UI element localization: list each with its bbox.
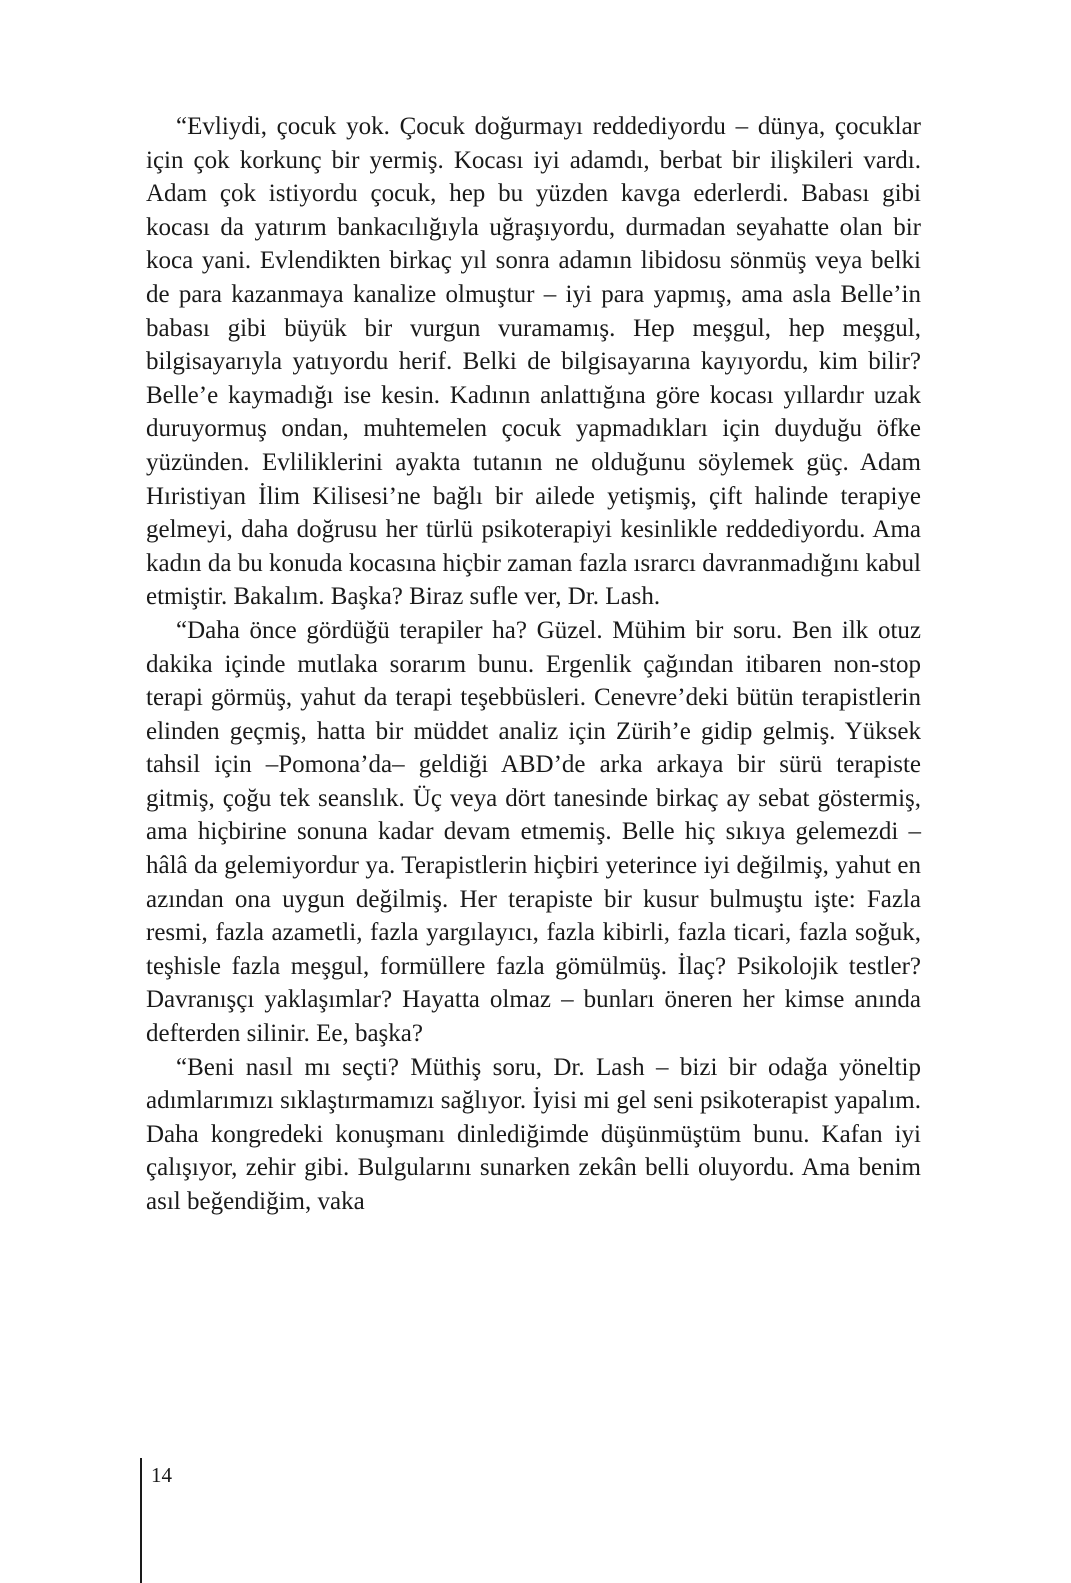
- margin-rule: [140, 1458, 142, 1583]
- paragraph-3: “Beni nasıl mı seçti? Müthiş soru, Dr. Lash – bizi bir odağa yöneltip adımlarımızı sıklaştırmamızı sağlıyor. İyisi mi gel seni psikoterapist yapalım. Daha kongredeki konuşmanı dinlediğimde düşünmüştüm bunu. Kafan iyi çalışıyor, zehir gibi. Bulgularını sunarken zekân belli oluyordu. Ama benim asıl beğendiğim, vaka: [146, 1053, 921, 1215]
- paragraph-1: “Evliydi, çocuk yok. Çocuk doğurmayı reddediyordu – dünya, çocuklar için çok korkunç bir yermiş. Kocası iyi adamdı, berbat bir ilişkileri vardı. Adam çok istiyordu çocuk, hep bu yüzden kavga ederlerdi. Babası gibi kocası da yatırım bankacılığıyla uğraşıyordu, durmadan seyahatte olan bir koca yani. Evlendikten birkaç yıl sonra adamın libidosu sönmüş veya belki de para kazanmaya kanalize olmuştur – iyi para yapmış, ama asla Belle’in babası gibi büyük bir vurgun vuramamış. Hep meşgul, hep meşgul, bilgisayarıyla yatıyordu herif. Belki de bilgisayarına kayıyordu, kim bilir? Belle’e kaymadığı ise kesin. Kadının anlattığına göre kocası yıllardır uzak duruyormuş ondan, muhtemelen çocuk yapmadıkları için duyduğu öfke yüzünden. Evliliklerini ayakta tutanın ne olduğunu söylemek güç. Adam Hıristiyan İlim Kilisesi’ne bağlı bir ailede yetişmiş, çift halinde terapiye gelmeyi, daha doğrusu her türlü psikoterapiyi kesinlikle reddediyordu. Ama kadın da bu konuda kocasına hiçbir zaman fazla ısrarcı davranmadığını kabul etmiştir. Bakalım. Başka? Biraz sufle ver, Dr. Lash.: [146, 113, 921, 611]
- body-text: [146, 110, 921, 1219]
- paragraph-2: “Daha önce gördüğü terapiler ha? Güzel. Mühim bir soru. Ben ilk otuz dakika içinde mutlaka sorarım bunu. Ergenlik çağından itibaren non-stop terapi görmüş, yahut da terapi teşebbüsleri. Cenevre’deki bütün terapistlerin elinden geçmiş, hatta bir müddet analiz için Zürih’e gidip gelmiş. Yüksek tahsil için –Pomona’da– geldiği ABD’de arka arkaya bir sürü terapiste gitmiş, çoğu tek seanslık. Üç veya dört tanesinde birkaç ay sebat göstermiş, ama hiçbirine sonuna kadar devam etmemiş. Belle hiç sıkıya gelemezdi – hâlâ da gelemiyordur ya. Terapistlerin hiçbiri yeterince iyi değilmiş, yahut en azından ona uygun değilmiş. Her terapiste bir kusur bulmuştu işte: Fazla resmi, fazla azametli, fazla yargılayıcı, fazla kibirli, fazla ticari, fazla soğuk, teşhisle fazla meşgul, formüllere fazla gömülmüş. İlaç? Psikolojik testler? Davranışçı yaklaşımlar? Hayatta olmaz – bunları öneren her kimse anında defterden silinir. Ee, başka?: [146, 616, 921, 1048]
- page-number: 14: [151, 1463, 172, 1487]
